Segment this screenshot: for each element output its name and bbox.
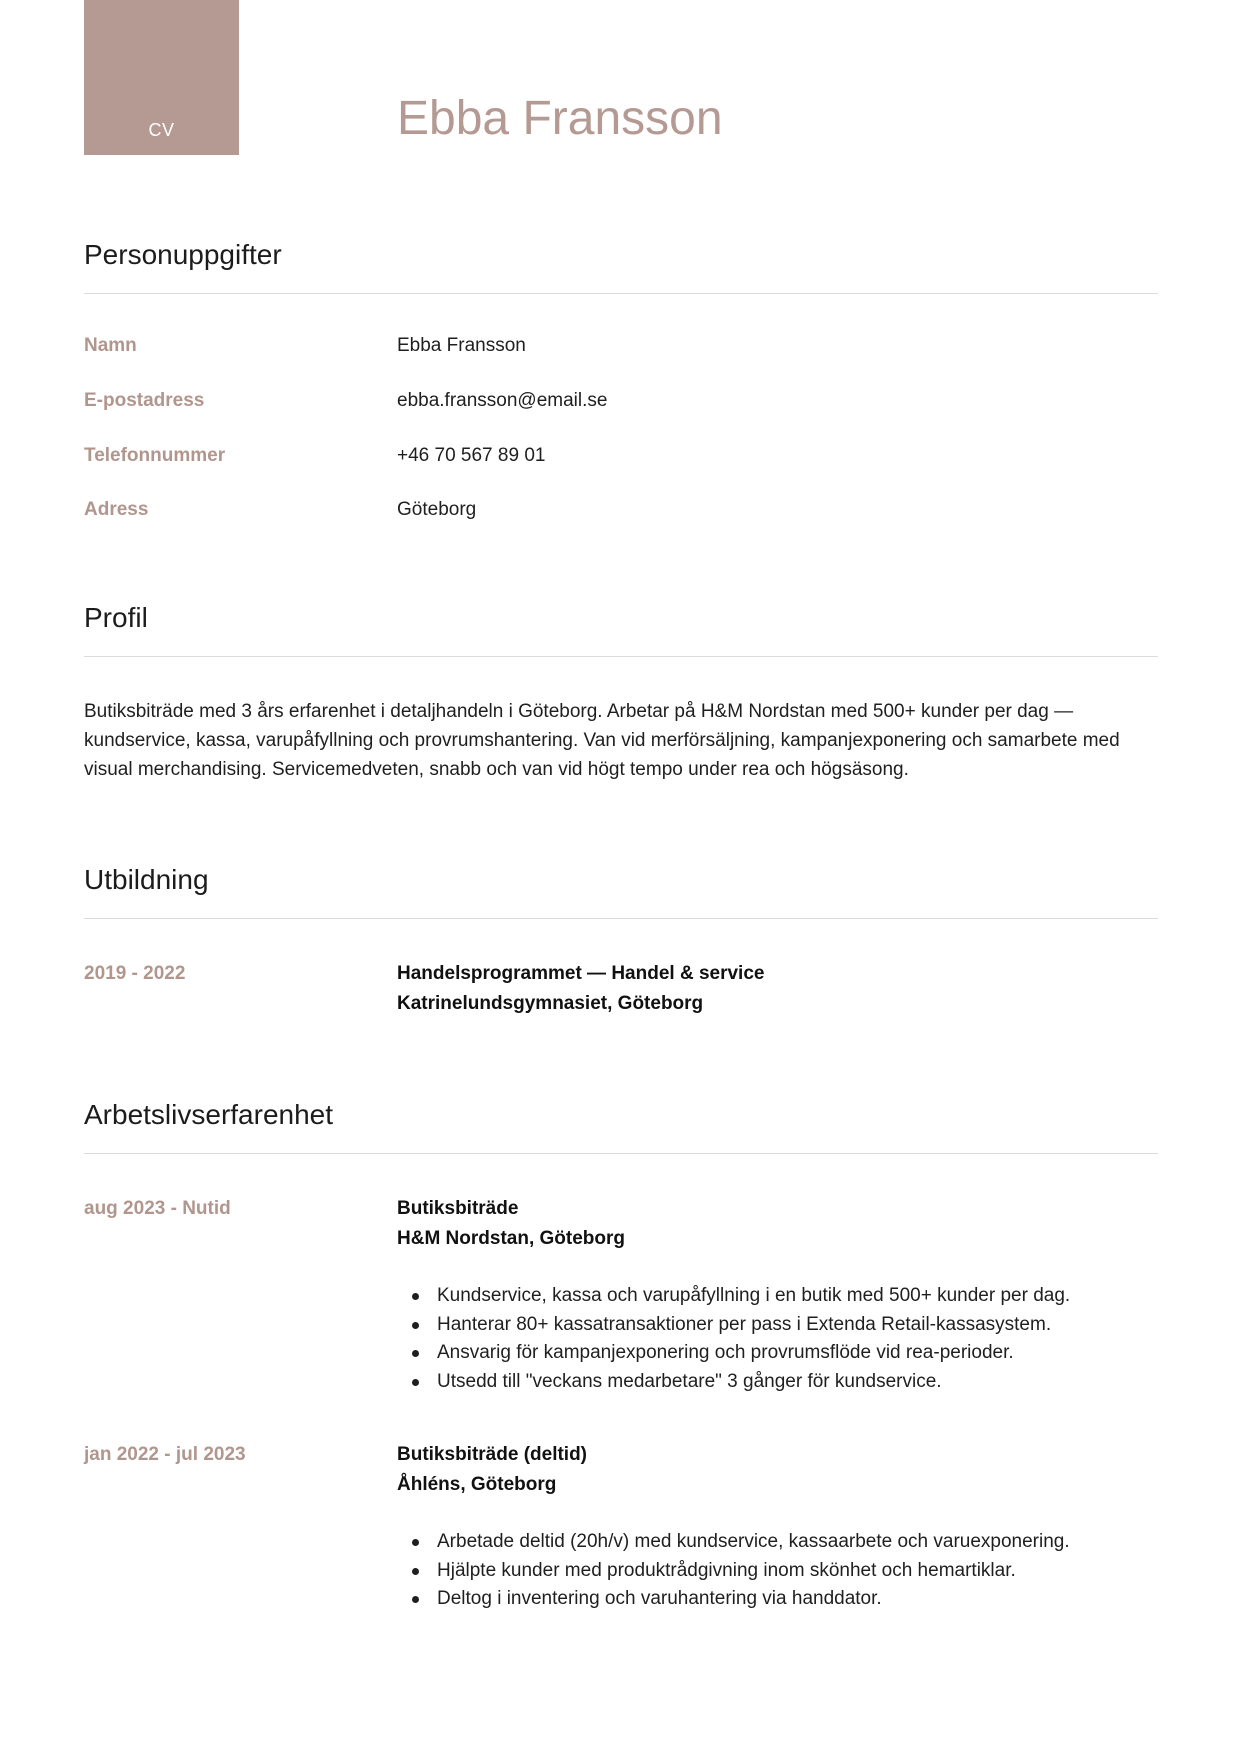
experience-entry bbox=[84, 1194, 1158, 1396]
education-entry bbox=[84, 959, 1158, 1019]
field-label: Namn bbox=[84, 335, 137, 356]
field-label: E-postadress bbox=[84, 389, 205, 411]
divider bbox=[84, 1153, 1158, 1154]
personal-row-email bbox=[84, 389, 1158, 413]
job-bullet: Hanterar 80+ kassatransaktioner per pass i Extenda Retail-kassasystem. bbox=[397, 1311, 1158, 1340]
experience-entry bbox=[84, 1440, 1158, 1614]
field-label: Adress bbox=[84, 499, 149, 521]
personal-row-phone bbox=[84, 444, 1158, 468]
section-education bbox=[84, 864, 1158, 1019]
profile-text: Butiksbiträde med 3 års erfarenhet i detaljhandeln i Göteborg. Arbetar på H&M Nordstan med 500+ kunder per dag — kundservice, kassa, varupåfyllning och provrumshantering. Van vid merförsäljning, kampanjexponering och samarbete med visual merchandising. Servicemedveten, snabb och van vid högt tempo under rea och högsäsong. bbox=[84, 701, 1120, 780]
cv-badge-label: CV bbox=[148, 120, 175, 140]
divider bbox=[84, 293, 1158, 294]
job-bullet: Utsedd till "veckans medarbetare" 3 gånger för kundservice. bbox=[397, 1368, 1158, 1397]
profile-heading: Profil bbox=[84, 602, 148, 633]
education-heading: Utbildning bbox=[84, 864, 209, 895]
field-value: ebba.fransson@email.se bbox=[397, 389, 608, 411]
experience-entry-body bbox=[397, 1194, 1158, 1396]
education-period: 2019 - 2022 bbox=[84, 963, 186, 984]
experience-heading: Arbetslivserfarenhet bbox=[84, 1099, 334, 1130]
job-bullet-list bbox=[397, 1528, 1158, 1614]
job-bullet-list bbox=[397, 1282, 1158, 1396]
page-title: Ebba Fransson bbox=[397, 92, 723, 145]
cv-badge bbox=[84, 0, 239, 155]
experience-entry-body bbox=[397, 1440, 1158, 1614]
divider bbox=[84, 918, 1158, 919]
job-bullet: Hjälpte kunder med produktrådgivning inom skönhet och hemartiklar. bbox=[397, 1557, 1158, 1586]
education-title: Handelsprogrammet — Handel & service bbox=[397, 963, 765, 984]
education-institution: Katrinelundsgymnasiet, Göteborg bbox=[397, 993, 704, 1014]
field-value: Göteborg bbox=[397, 499, 477, 521]
field-value: Ebba Fransson bbox=[397, 335, 526, 356]
divider bbox=[84, 656, 1158, 657]
section-personal bbox=[84, 239, 1158, 522]
personal-row-name bbox=[84, 334, 1158, 358]
job-title: Butiksbiträde bbox=[397, 1198, 519, 1219]
field-value: +46 70 567 89 01 bbox=[397, 444, 546, 466]
experience-period: jan 2022 - jul 2023 bbox=[84, 1444, 246, 1465]
job-bullet: Deltog i inventering och varuhantering via handdator. bbox=[397, 1585, 1158, 1614]
section-experience bbox=[84, 1099, 1158, 1614]
field-label: Telefonnummer bbox=[84, 444, 226, 466]
job-company: H&M Nordstan, Göteborg bbox=[397, 1228, 625, 1249]
name-header bbox=[84, 0, 1158, 155]
personal-rows bbox=[84, 334, 1158, 522]
section-profile bbox=[84, 602, 1158, 784]
job-bullet: Arbetade deltid (20h/v) med kundservice, kassaarbete och varuexponering. bbox=[397, 1528, 1158, 1557]
education-entry-body bbox=[397, 959, 1158, 1019]
personal-row-address bbox=[84, 498, 1158, 522]
job-company: Åhléns, Göteborg bbox=[397, 1474, 557, 1495]
job-bullet: Ansvarig för kampanjexponering och provrumsflöde vid rea-perioder. bbox=[397, 1339, 1158, 1368]
job-bullet: Kundservice, kassa och varupåfyllning i en butik med 500+ kunder per dag. bbox=[397, 1282, 1158, 1311]
experience-period: aug 2023 - Nutid bbox=[84, 1198, 231, 1219]
personal-heading: Personuppgifter bbox=[84, 239, 282, 270]
job-title: Butiksbiträde (deltid) bbox=[397, 1444, 588, 1465]
